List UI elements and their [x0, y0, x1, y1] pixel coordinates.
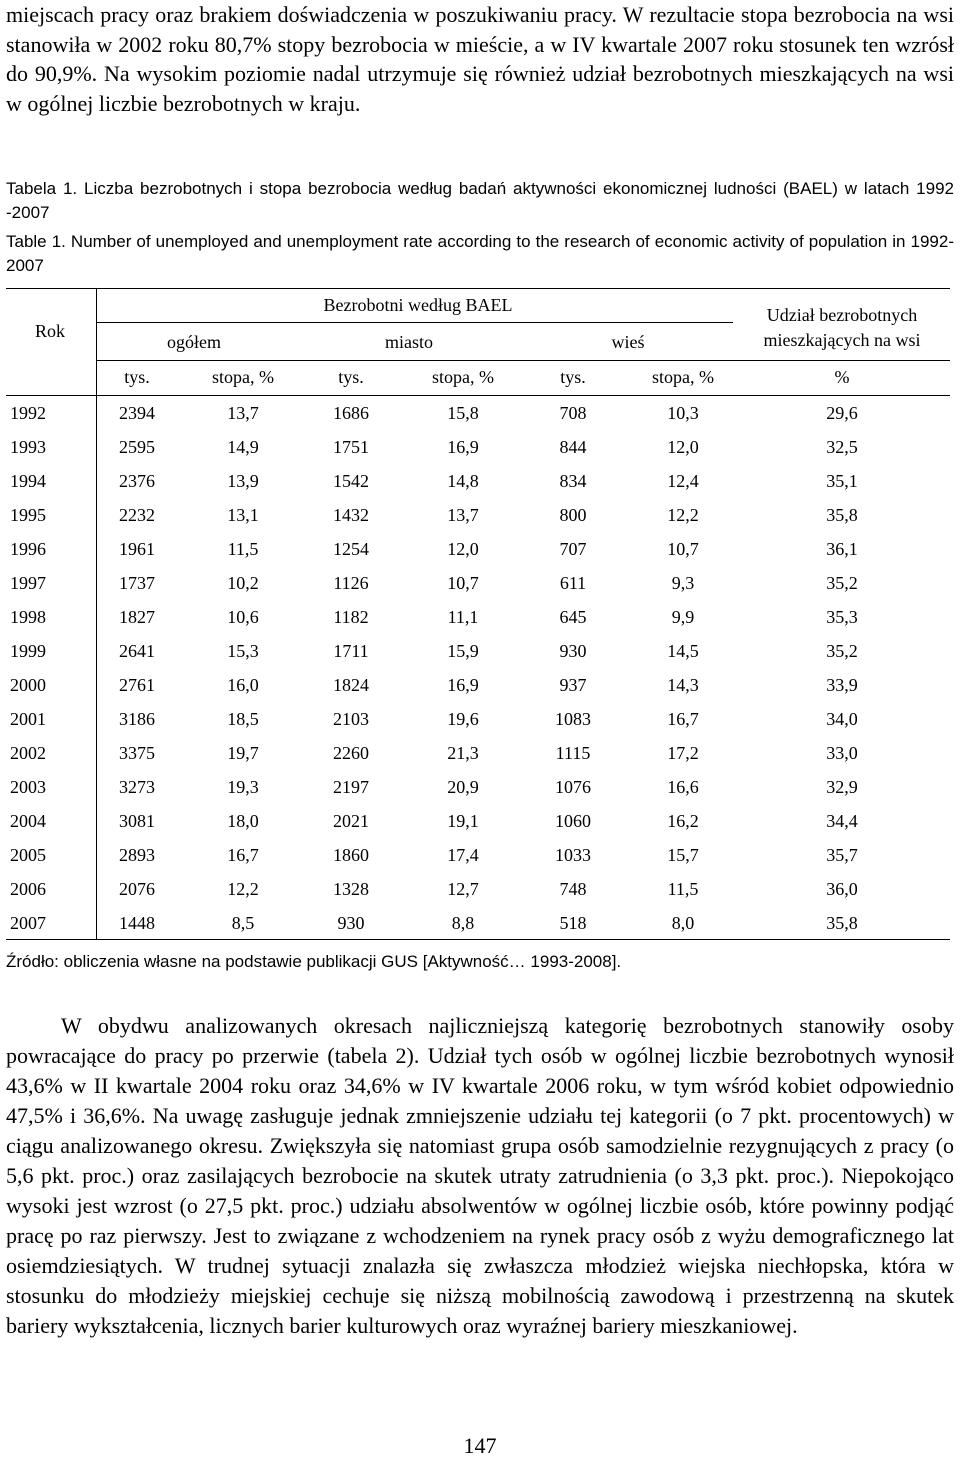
table-row [6, 532, 950, 566]
cell-year: 2000 [10, 675, 46, 695]
page-number: 147 [463, 1433, 497, 1458]
table-row [6, 396, 950, 430]
cell-ogolem-tys: 2232 [119, 505, 155, 525]
cell-ogolem-stopa: 19,7 [227, 743, 259, 763]
cell-miasto-tys: 930 [337, 913, 365, 933]
cell-wies-tys: 708 [559, 403, 587, 423]
cell-miasto-tys: 1686 [333, 403, 369, 423]
cell-wies-tys: 748 [559, 879, 587, 899]
cell-wies-tys: 834 [559, 471, 587, 491]
header-miasto: miasto [385, 332, 433, 352]
cell-ogolem-stopa: 18,0 [227, 811, 259, 831]
cell-ogolem-tys: 2641 [119, 641, 155, 661]
cell-udzial-pct: 35,1 [826, 471, 858, 491]
cell-wies-stopa: 16,6 [667, 777, 699, 797]
cell-ogolem-tys: 3186 [119, 709, 155, 729]
table-top-rule [6, 288, 950, 289]
cell-wies-stopa: 16,7 [667, 709, 699, 729]
cell-miasto-stopa: 16,9 [447, 437, 479, 457]
cell-year: 1995 [10, 505, 46, 525]
table-row [6, 634, 950, 668]
cell-miasto-stopa: 16,9 [447, 675, 479, 695]
cell-ogolem-stopa: 8,5 [231, 913, 255, 933]
cell-udzial-pct: 35,2 [826, 641, 858, 661]
cell-ogolem-tys: 1827 [119, 607, 155, 627]
cell-miasto-tys: 2197 [333, 777, 369, 797]
cell-ogolem-stopa: 18,5 [227, 709, 259, 729]
cell-wies-stopa: 15,7 [667, 845, 699, 865]
header-miasto-stopa: stopa, % [432, 367, 494, 387]
header-udzial-line2: mieszkających na wsi [763, 330, 921, 350]
cell-wies-tys: 707 [559, 539, 587, 559]
cell-wies-stopa: 9,9 [671, 607, 695, 627]
cell-miasto-stopa: 11,1 [447, 607, 479, 627]
cell-wies-stopa: 8,0 [671, 913, 695, 933]
cell-wies-tys: 1115 [555, 743, 591, 763]
cell-udzial-pct: 36,1 [826, 539, 858, 559]
cell-ogolem-stopa: 19,3 [227, 777, 259, 797]
cell-wies-tys: 800 [559, 505, 587, 525]
cell-wies-stopa: 14,3 [667, 675, 699, 695]
table-caption-en: Table 1. Number of unemployed and unemployment rate according to the research of economic activity of population in 1992-2007 [6, 232, 954, 275]
table-row [6, 804, 950, 838]
cell-wies-stopa: 17,2 [667, 743, 699, 763]
cell-udzial-pct: 34,0 [826, 709, 858, 729]
cell-miasto-stopa: 21,3 [447, 743, 479, 763]
cell-ogolem-tys: 3375 [119, 743, 155, 763]
cell-miasto-stopa: 12,0 [447, 539, 479, 559]
cell-year: 1994 [10, 471, 46, 491]
cell-wies-stopa: 14,5 [667, 641, 699, 661]
cell-ogolem-tys: 3081 [119, 811, 155, 831]
subheader-rule [97, 360, 950, 361]
table-row [6, 872, 950, 906]
header-rok: Rok [34, 321, 66, 341]
cell-wies-tys: 937 [559, 675, 587, 695]
cell-wies-tys: 645 [559, 607, 587, 627]
cell-miasto-stopa: 14,8 [447, 471, 479, 491]
cell-ogolem-tys: 1737 [119, 573, 155, 593]
cell-wies-stopa: 12,4 [667, 471, 699, 491]
table-row [6, 838, 950, 872]
cell-miasto-stopa: 13,7 [447, 505, 479, 525]
table-row [6, 430, 950, 464]
cell-year: 1996 [10, 539, 46, 559]
cell-miasto-tys: 1542 [333, 471, 369, 491]
bael-underline [97, 322, 733, 323]
cell-wies-tys: 611 [559, 573, 587, 593]
header-ogolem-tys: tys. [124, 367, 150, 387]
cell-wies-tys: 518 [559, 913, 587, 933]
cell-ogolem-stopa: 16,0 [227, 675, 259, 695]
table-row [6, 600, 950, 634]
cell-wies-stopa: 10,7 [667, 539, 699, 559]
cell-miasto-stopa: 15,8 [447, 403, 479, 423]
cell-wies-stopa: 12,2 [667, 505, 699, 525]
cell-ogolem-stopa: 11,5 [227, 539, 259, 559]
cell-udzial-pct: 34,4 [826, 811, 858, 831]
cell-ogolem-stopa: 13,9 [227, 471, 259, 491]
cell-year: 2002 [10, 743, 46, 763]
cell-ogolem-tys: 3273 [119, 777, 155, 797]
cell-udzial-pct: 33,0 [826, 743, 858, 763]
cell-udzial-pct: 35,8 [826, 913, 858, 933]
table-row [6, 668, 950, 702]
cell-year: 1993 [10, 437, 46, 457]
cell-miasto-stopa: 19,1 [447, 811, 479, 831]
cell-miasto-stopa: 20,9 [447, 777, 479, 797]
cell-miasto-tys: 1328 [333, 879, 369, 899]
cell-ogolem-tys: 2376 [119, 471, 155, 491]
cell-wies-stopa: 16,2 [667, 811, 699, 831]
cell-wies-stopa: 10,3 [667, 403, 699, 423]
cell-miasto-tys: 1254 [333, 539, 369, 559]
cell-ogolem-tys: 2076 [119, 879, 155, 899]
cell-ogolem-stopa: 14,9 [227, 437, 259, 457]
cell-year: 2006 [10, 879, 46, 899]
table-source: Źródło: obliczenia własne na podstawie publikacji GUS [Aktywność… 1993-2008]. [6, 952, 622, 971]
cell-miasto-stopa: 10,7 [447, 573, 479, 593]
cell-miasto-tys: 2103 [333, 709, 369, 729]
header-wies: wieś [611, 332, 645, 352]
cell-ogolem-stopa: 13,7 [227, 403, 259, 423]
cell-ogolem-tys: 2761 [119, 675, 155, 695]
cell-udzial-pct: 35,2 [826, 573, 858, 593]
cell-year: 2005 [10, 845, 46, 865]
cell-ogolem-stopa: 16,7 [227, 845, 259, 865]
cell-miasto-tys: 2021 [333, 811, 369, 831]
cell-year: 1992 [10, 403, 46, 423]
header-ogolem: ogółem [167, 332, 221, 352]
cell-miasto-stopa: 15,9 [447, 641, 479, 661]
table-row [6, 498, 950, 532]
cell-udzial-pct: 35,7 [826, 845, 858, 865]
cell-ogolem-stopa: 12,2 [227, 879, 259, 899]
cell-year: 2007 [10, 913, 46, 933]
cell-wies-tys: 844 [559, 437, 587, 457]
cell-year: 1998 [10, 607, 46, 627]
cell-ogolem-stopa: 15,3 [227, 641, 259, 661]
table-row [6, 566, 950, 600]
header-miasto-tys: tys. [338, 367, 364, 387]
cell-udzial-pct: 33,9 [826, 675, 858, 695]
cell-miasto-stopa: 17,4 [447, 845, 479, 865]
cell-miasto-tys: 1432 [333, 505, 369, 525]
cell-wies-tys: 1033 [555, 845, 591, 865]
cell-ogolem-tys: 1961 [119, 539, 155, 559]
cell-year: 1997 [10, 573, 46, 593]
cell-year: 2001 [10, 709, 46, 729]
cell-miasto-stopa: 19,6 [447, 709, 479, 729]
cell-ogolem-stopa: 10,6 [227, 607, 259, 627]
cell-miasto-tys: 1824 [333, 675, 369, 695]
header-udzial-pct: % [834, 367, 850, 387]
cell-miasto-stopa: 12,7 [447, 879, 479, 899]
header-ogolem-stopa: stopa, % [212, 367, 274, 387]
cell-miasto-tys: 1751 [333, 437, 369, 457]
cell-ogolem-tys: 2893 [119, 845, 155, 865]
table-row [6, 736, 950, 770]
intro-paragraph: miejscach pracy oraz brakiem doświadczenia w poszukiwaniu pracy. W rezultacie stopa bezrobocia na wsi stanowiła w 2002 roku 80,7% stopy bezrobocia w mieście, a w IV kwartale 2007 roku stosunek ten wzrósł do 90,9%. Na wysokim poziomie nadal utrzymuje się również udział bezrobotnych mieszkających na wsi w ogólnej liczbie bezrobotnych w kraju. [6, 2, 954, 116]
header-wies-stopa: stopa, % [652, 367, 714, 387]
table-row [6, 770, 950, 804]
cell-ogolem-tys: 2394 [119, 403, 155, 423]
cell-udzial-pct: 32,5 [826, 437, 858, 457]
cell-udzial-pct: 29,6 [826, 403, 858, 423]
cell-miasto-tys: 1126 [333, 573, 369, 593]
unemployment-table [6, 288, 950, 940]
cell-miasto-tys: 1182 [333, 607, 369, 627]
cell-year: 2004 [10, 811, 46, 831]
cell-wies-tys: 1060 [555, 811, 591, 831]
table-row [6, 906, 950, 940]
cell-udzial-pct: 32,9 [826, 777, 858, 797]
cell-udzial-pct: 35,8 [826, 505, 858, 525]
cell-wies-tys: 930 [559, 641, 587, 661]
cell-miasto-tys: 2260 [333, 743, 369, 763]
cell-wies-stopa: 9,3 [671, 573, 695, 593]
cell-year: 2003 [10, 777, 46, 797]
cell-ogolem-stopa: 10,2 [227, 573, 259, 593]
cell-udzial-pct: 36,0 [826, 879, 858, 899]
cell-year: 1999 [10, 641, 46, 661]
cell-miasto-tys: 1860 [333, 845, 369, 865]
cell-ogolem-tys: 1448 [119, 913, 155, 933]
cell-wies-tys: 1083 [555, 709, 591, 729]
cell-ogolem-tys: 2595 [119, 437, 155, 457]
table-row [6, 464, 950, 498]
table-row [6, 702, 950, 736]
header-udzial-line1: Udział bezrobotnych [766, 305, 918, 325]
cell-udzial-pct: 35,3 [826, 607, 858, 627]
cell-miasto-stopa: 8,8 [451, 913, 475, 933]
cell-wies-stopa: 11,5 [667, 879, 699, 899]
body-paragraph: W obydwu analizowanych okresach najliczniejszą kategorię bezrobotnych stanowiły osoby powracające do pracy po przerwie (tabela 2). Udział tych osób w ogólnej liczbie bezrobotnych wynosił 43,6% w II kwartale 2004 roku oraz 34,6% w IV kwartale 2006 roku, w tym wśród kobiet odpowiednio 47,5% i 36,6%. Na uwagę zasługuje jednak zmniejszenie udziału tej kategorii (o 7 pkt. procentowych) w ciągu analizowanego okresu. Zwiększyła się natomiast grupa osób samodzielnie rezygnujących z pracy (o 5,6 pkt. proc.) oraz zasilających bezrobocie na skutek utraty zatrudnienia (o 3,3 pkt. proc.). Niepokojąco wysoki jest wzrost (o 27,5 pkt. proc.) udziału absolwentów w ogólnej liczbie osób, które powinny podjąć pracę po raz pierwszy. Jest to związane z wchodzeniem na rynek pracy osób z wyżu demograficznego lat osiemdziesiątych. W trudnej sytuacji znalazła się zwłaszcza młodzież wiejska niechłopska, która w stosunku do młodzieży miejskiej cechuje się niższą mobilnością zawodową i przestrzenną na skutek bariery wykształcenia, licznych barier kulturowych oraz wyraźnej bariery mieszkaniowej. [6, 1013, 954, 1338]
cell-ogolem-stopa: 13,1 [227, 505, 259, 525]
table-caption-pl: Tabela 1. Liczba bezrobotnych i stopa bezrobocia według badań aktywności ekonomicznej ludności (BAEL) w latach 1992 -2007 [6, 179, 954, 222]
header-wies-tys: tys. [560, 367, 586, 387]
header-bezrobotni-bael: Bezrobotni według BAEL [323, 295, 513, 315]
cell-miasto-tys: 1711 [333, 641, 369, 661]
cell-wies-stopa: 12,0 [667, 437, 699, 457]
cell-wies-tys: 1076 [555, 777, 591, 797]
